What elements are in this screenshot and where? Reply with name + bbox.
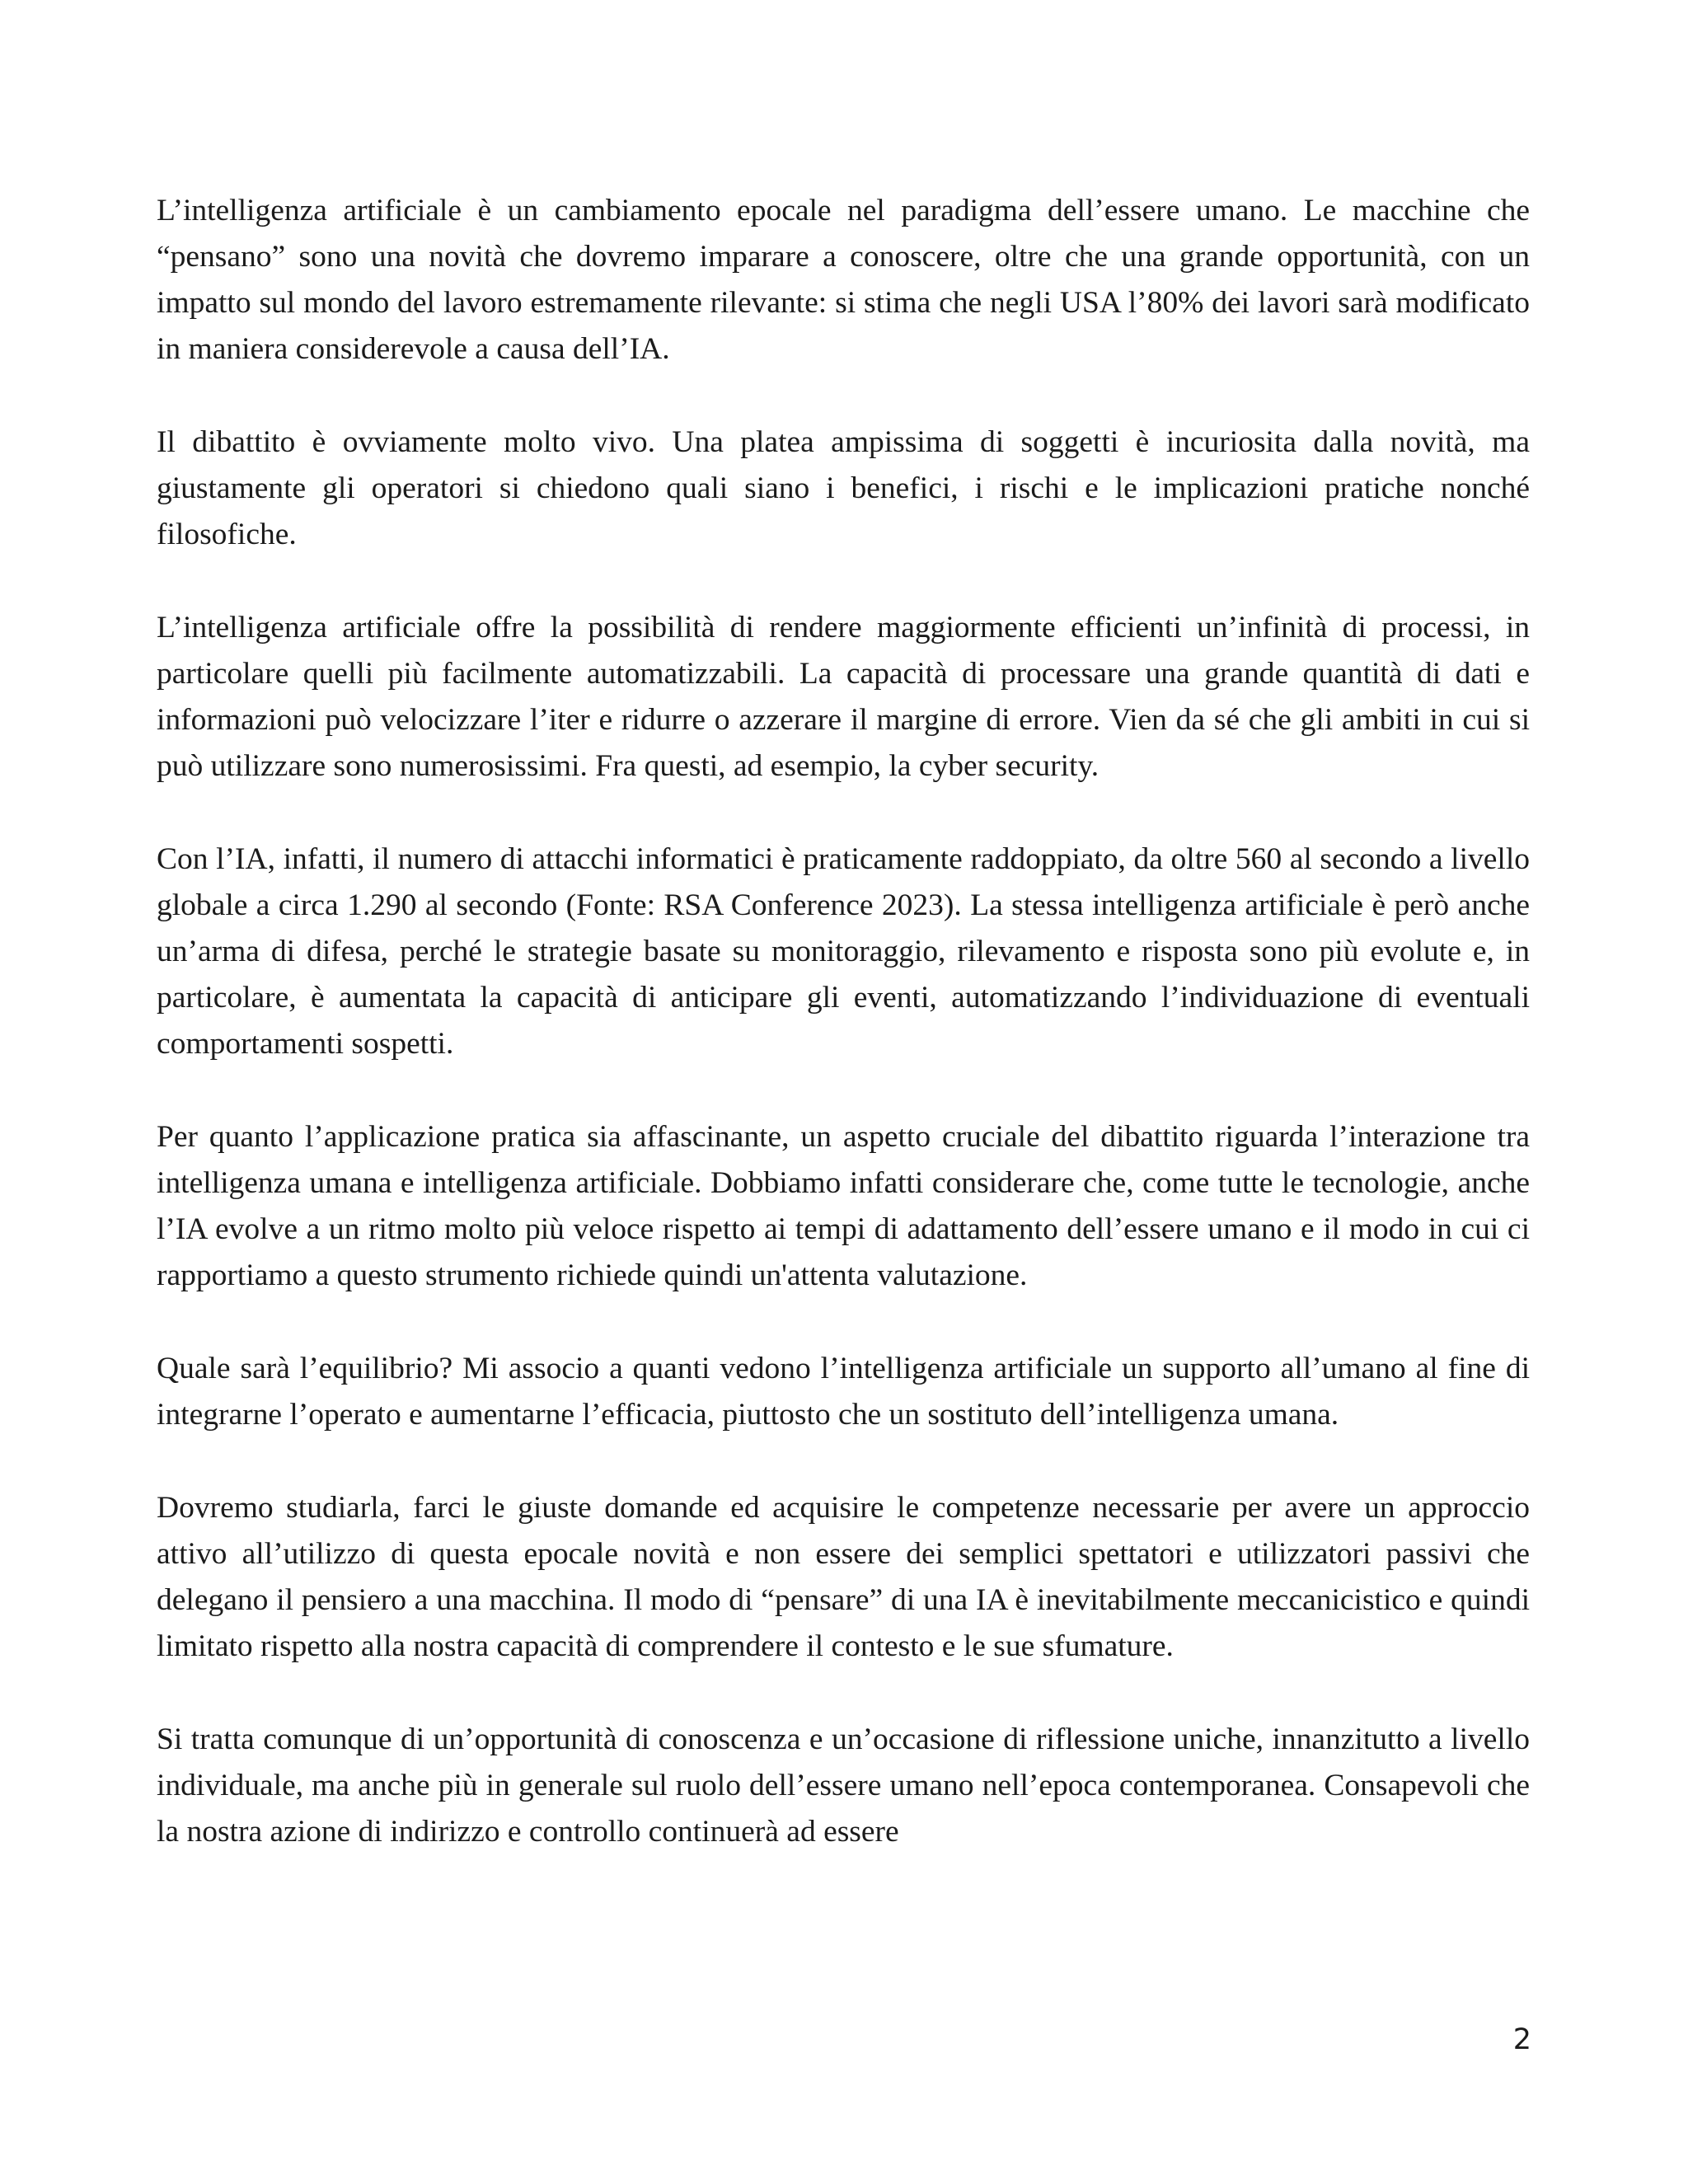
paragraph-cyber-security: Con l’IA, infatti, il numero di attacchi informatici è praticamente raddoppiato, da oltre 560 al secondo a livello globale a circa 1.290 al secondo (Fonte: RSA Conference 2023). La stessa intelligenza artificiale è però anche un’arma di difesa, perché le strategie basate su monitoraggio, rilevamento e risposta sono più evolute e, in particolare, è aumentata la capacità di anticipare gli eventi, automatizzando l’individuazione di eventuali comportamenti sospetti. — [157, 842, 1530, 1061]
paragraph-ai-epochal-change: L’intelligenza artificiale è un cambiamento epocale nel paradigma dell’essere umano. Le macchine che “pensano” sono una novità che dovremo imparare a conoscere, oltre che una grande opportunità, con un impatto sul mondo del lavoro estremamente rilevante: si stima che negli USA l’80% dei lavori sarà modificato in maniera considerevole a causa dell’IA. — [157, 194, 1530, 366]
page-number: 2 — [1512, 2023, 1531, 2056]
paragraph-opportunity: Si tratta comunque di un’opportunità di conoscenza e un’occasione di riflessione uniche, innanzitutto a livello individuale, ma anche più in generale sul ruolo dell’essere umano nell’epoca contemporanea. Consapevoli che la nostra azione di indirizzo e controllo continuerà ad essere — [157, 1722, 1530, 1849]
paragraph-human-ai-interaction: Per quanto l’applicazione pratica sia affascinante, un aspetto cruciale del dibattito riguarda l’interazione tra intelligenza umana e intelligenza artificiale. Dobbiamo infatti considerare che, come tutte le tecnologie, anche l’IA evolve a un ritmo molto più veloce rispetto ai tempi di adattamento dell’essere umano e il modo in cui ci rapportiamo a questo strumento richiede quindi un'attenta valutazione. — [157, 1120, 1530, 1292]
paragraph-equilibrium: Quale sarà l’equilibrio? Mi associo a quanti vedono l’intelligenza artificiale un supporto all’umano al fine di integrarne l’operato e aumentarne l’efficacia, piuttosto che un sostituto dell’intelligenza umana. — [157, 1352, 1530, 1432]
paragraph-efficiency: L’intelligenza artificiale offre la possibilità di rendere maggiormente efficienti un’infinità di processi, in particolare quelli più facilmente automatizzabili. La capacità di processare una grande quantità di dati e informazioni può velocizzare l’iter e ridurre o azzerare il margine di errore. Vien da sé che gli ambiti in cui si può utilizzare sono numerosissimi. Fra questi, ad esempio, la cyber security. — [157, 611, 1530, 783]
document-body — [157, 188, 1530, 1902]
paragraph-competences: Dovremo studiarla, farci le giuste domande ed acquisire le competenze necessarie per avere un approccio attivo all’utilizzo di questa epocale novità e non essere dei semplici spettatori e utilizzatori passivi che delegano il pensiero a una macchina. Il modo di “pensare” di una IA è inevitabilmente meccanicistico e quindi limitato rispetto alla nostra capacità di comprendere il contesto e le sue sfumature. — [157, 1491, 1530, 1663]
paragraph-debate: Il dibattito è ovviamente molto vivo. Una platea ampissima di soggetti è incuriosita dalla novità, ma giustamente gli operatori si chiedono quali siano i benefici, i rischi e le implicazioni pratiche nonché filosofiche. — [157, 425, 1530, 551]
